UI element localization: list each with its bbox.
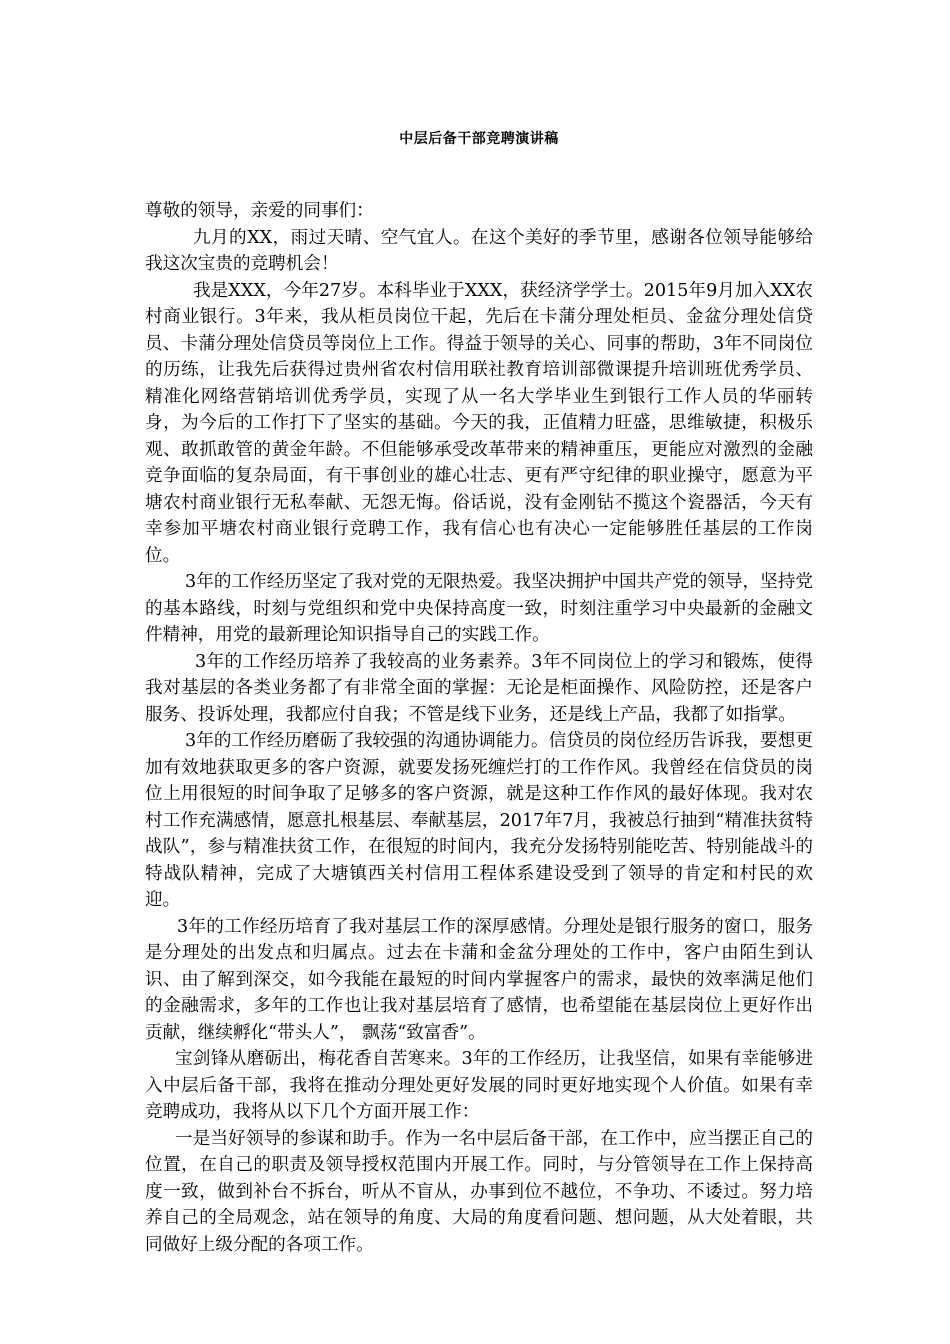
document-title: 中层后备干部竞聘演讲稿: [399, 131, 559, 147]
paragraph-self-introduction: 我是XXX，今年27岁。本科毕业于XXX，获经济学学士。2015年9月加入XX农村商业银行。3年来，我从柜员岗位干起，先后在卡蒲分理处柜员、金盆分理处信贷员、卡蒲分理处信贷员等岗位上工作。得益于领导的关心、同事的帮助，3年不同岗位的历练，让我先后获得过贵州省农村信用联社教育培训部微课提升培训班优秀学员、精准化网络营销培训优秀学员，实现了从一名大学毕业生到银行工作人员的华丽转身，为今后的工作打下了坚实的基础。今天的我，正值精力旺盛，思维敏捷，积极乐观、敢抓敢管的黄金年龄。不但能够承受改革带来的精神重压，更能应对激烈的金融竞争面临的复杂局面，有干事创业的雄心壮志、更有严守纪律的职业操守，愿意为平塘农村商业银行无私奉献、无怨无悔。俗话说，没有金刚钻不揽这个瓷器活，今天有幸参加平塘农村商业银行竞聘工作，我有信心也有决心一定能够胜任基层的工作岗位。: [145, 280, 813, 566]
paragraph-opening: 九月的XX，雨过天晴、空气宜人。在这个美好的季节里，感谢各位领导能够给我这次宝贵的竞聘机会！: [145, 227, 813, 274]
paragraph-party-loyalty: 3年的工作经历坚定了我对党的无限热爱。我坚决拥护中国共产党的领导，坚持党的基本路线，时刻与党组织和党中央保持高度一致，时刻注重学习中央最新的金融文件精神，用党的最新理论知识指导自己的实践工作。: [145, 572, 813, 645]
paragraph-communication: 3年的工作经历磨砺了我较强的沟通协调能力。信贷员的岗位经历告诉我，要想更加有效地获取更多的客户资源，就要发扬死缠烂打的工作作风。我曾经在信贷员的岗位上用很短的时间争取了足够多的客户资源，就是这种工作作风的最好体现。我对农村工作充满感情，愿意扎根基层、奉献基层，2017年7月，我被总行抽到“精准扶贫特战队”，参与精准扶贫工作，在很短的时间内，我充分发扬特别能吃苦、特别能战斗的特战队精神，完成了大塘镇西关村信用工程体系建设受到了领导的肯定和村民的欢迎。: [145, 731, 813, 910]
paragraph-plan-first: 一是当好领导的参谋和助手。作为一名中层后备干部，在工作中，应当摆正自己的位置，在自己的职责及领导授权范围内开展工作。同时，与分管领导在工作上保持高度一致，做到补台不拆台，听从不盲从，办事到位不越位，不争功、不诿过。努力培养自己的全局观念，站在领导的角度、大局的角度看问题、想问题，从大处着眼，共同做好上级分配的各项工作。: [145, 1128, 813, 1255]
paragraph-grassroots-affection: 3年的工作经历培育了我对基层工作的深厚感情。分理处是银行服务的窗口，服务是分理处的出发点和归属点。过去在卡蒲和金盆分理处的工作中，客户由陌生到认识、由了解到深交，如今我能在最短的时间内掌握客户的需求，最快的效率满足他们的金融需求，多年的工作也让我对基层培育了感情，也希望能在基层岗位上更好作出贡献，继续孵化“带头人”， 飘荡“致富香”。: [145, 916, 813, 1043]
paragraph-business-skills: 3年的工作经历培养了我较高的业务素养。3年不同岗位上的学习和锻炼，使得我对基层的各类业务都了有非常全面的掌握：无论是柜面操作、风险防控，还是客户服务、投诉处理，我都应付自我；不管是线下业务，还是线上产品，我都了如指掌。: [145, 651, 813, 725]
greeting-paragraph: 尊敬的领导，亲爱的同事们：: [145, 201, 374, 221]
document-body: [145, 198, 813, 1258]
paragraph-transition: 宝剑锋从磨砺出，梅花香自苦寒来。3年的工作经历，让我坚信，如果有幸能够进入中层后备干部，我将在推动分理处更好发展的同时更好地实现个人价值。如果有幸竞聘成功，我将从以下几个方面开展工作：: [145, 1049, 813, 1122]
